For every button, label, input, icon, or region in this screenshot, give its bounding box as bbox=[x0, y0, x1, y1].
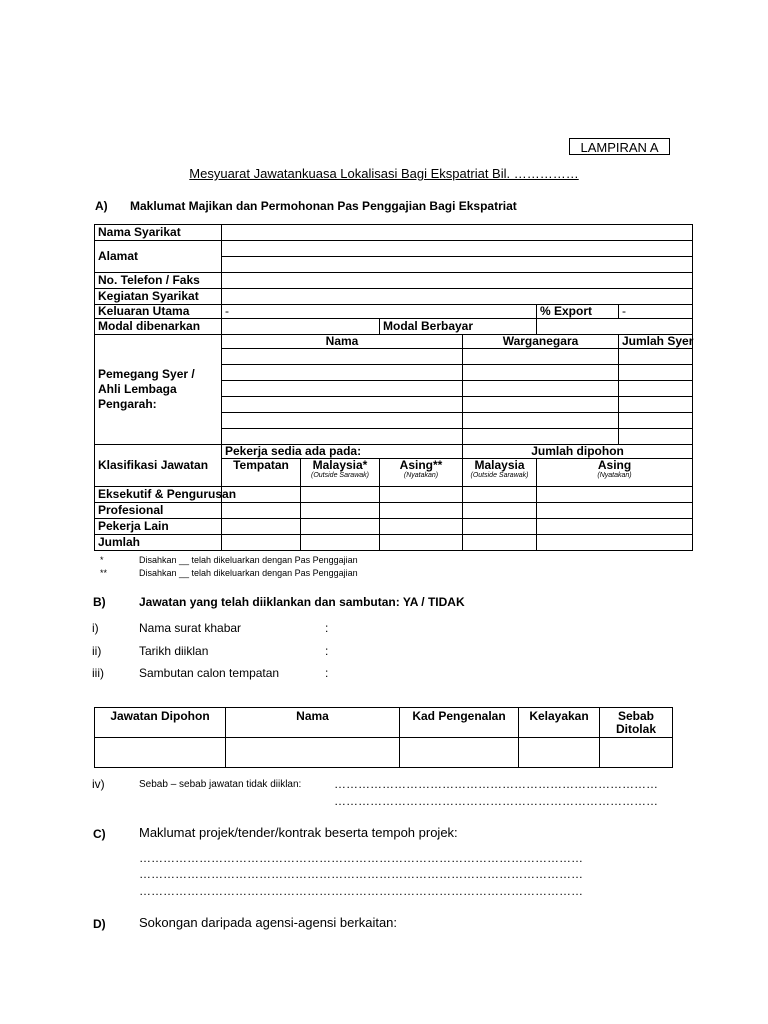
item-colon: : bbox=[325, 621, 329, 635]
applicant-cell[interactable] bbox=[519, 738, 600, 768]
pemegang-warganegara-field[interactable] bbox=[463, 381, 619, 397]
klasifikasi-row-label: Pekerja Lain bbox=[95, 519, 222, 535]
pemegang-nama-field[interactable] bbox=[222, 349, 463, 365]
document-title bbox=[0, 166, 768, 181]
alamat-label: Alamat bbox=[95, 241, 222, 273]
note-text: Disahkan __ telah dikeluarkan dengan Pas Penggajian bbox=[139, 568, 358, 578]
iv-dots-line[interactable]: ……………………………………………………………………… bbox=[334, 794, 658, 808]
asing-star-text: Asing** bbox=[399, 458, 443, 472]
klasifikasi-cell[interactable] bbox=[380, 519, 463, 535]
pemegang-nama-field[interactable] bbox=[222, 381, 463, 397]
applicant-cell[interactable] bbox=[600, 738, 673, 768]
kegiatan-field[interactable] bbox=[222, 289, 693, 305]
klasifikasi-cell[interactable] bbox=[463, 535, 537, 551]
section-c-dots-line[interactable]: ………………………………………………………………………………………………… bbox=[139, 851, 583, 865]
nyatakan-note: (Nyatakan) bbox=[403, 472, 439, 479]
klasifikasi-cell[interactable] bbox=[222, 535, 301, 551]
klasifikasi-cell[interactable] bbox=[380, 535, 463, 551]
keluaran-label: Keluaran Utama bbox=[95, 305, 222, 319]
keluaran-field[interactable]: - bbox=[222, 305, 537, 319]
section-c-heading: Maklumat projek/tender/kontrak beserta tempoh projek: bbox=[139, 825, 458, 840]
klasifikasi-cell[interactable] bbox=[301, 535, 380, 551]
item-colon: : bbox=[325, 644, 329, 658]
outside-sarawak-note: (Outside Sarawak) bbox=[311, 472, 369, 479]
klasifikasi-cell[interactable] bbox=[380, 503, 463, 519]
col-sebab-ditolak: Sebab Ditolak bbox=[600, 708, 673, 738]
alamat-field-1[interactable] bbox=[222, 241, 693, 257]
item-number: iii) bbox=[92, 666, 104, 680]
item-label: Tarikh diiklan bbox=[139, 644, 209, 658]
export-field[interactable]: - bbox=[619, 305, 693, 319]
applicant-table bbox=[94, 707, 673, 768]
note-text: Disahkan __ telah dikeluarkan dengan Pas Penggajian bbox=[139, 555, 358, 565]
klasifikasi-cell[interactable] bbox=[537, 487, 693, 503]
item-number: ii) bbox=[92, 644, 102, 658]
pemegang-syer-field[interactable] bbox=[619, 397, 693, 413]
pemegang-syer-field[interactable] bbox=[619, 365, 693, 381]
export-label: % Export bbox=[537, 305, 619, 319]
klasifikasi-cell[interactable] bbox=[537, 503, 693, 519]
item-number: i) bbox=[92, 621, 99, 635]
item-label: Sambutan calon tempatan bbox=[139, 666, 280, 680]
klasifikasi-cell[interactable] bbox=[463, 487, 537, 503]
section-d-letter: D) bbox=[93, 917, 106, 931]
alamat-field-2[interactable] bbox=[222, 257, 693, 273]
col-kelayakan: Kelayakan bbox=[519, 708, 600, 738]
pemegang-warganegara-field[interactable] bbox=[463, 429, 619, 445]
tempatan-header: Tempatan bbox=[222, 459, 301, 487]
iv-label: Sebab – sebab jawatan tidak diiklan: bbox=[139, 779, 302, 790]
klasifikasi-cell[interactable] bbox=[301, 519, 380, 535]
modal-label: Modal dibenarkan bbox=[95, 319, 222, 335]
col-kad-pengenalan: Kad Pengenalan bbox=[400, 708, 519, 738]
document-title-text: Mesyuarat Jawatankuasa Lokalisasi Bagi Ekspatriat Bil. …………… bbox=[189, 166, 579, 181]
malaysia-star-header bbox=[301, 459, 380, 487]
applicant-cell[interactable] bbox=[226, 738, 400, 768]
klasifikasi-cell[interactable] bbox=[537, 535, 693, 551]
pemegang-nama-field[interactable] bbox=[222, 429, 463, 445]
malaysia-header bbox=[463, 459, 537, 487]
section-a-letter: A) bbox=[95, 199, 108, 213]
pemegang-nama-field[interactable] bbox=[222, 413, 463, 429]
nyatakan-note: (Nyatakan) bbox=[597, 472, 632, 479]
modal-field[interactable] bbox=[222, 319, 380, 335]
pemegang-warganegara-field[interactable] bbox=[463, 365, 619, 381]
nama-syarikat-field[interactable] bbox=[222, 225, 693, 241]
klasifikasi-cell[interactable] bbox=[301, 503, 380, 519]
modal-berbayar-field[interactable] bbox=[537, 319, 693, 335]
note-mark: ** bbox=[100, 568, 108, 578]
jumlah-dipohon-header: Jumlah dipohon bbox=[463, 445, 693, 459]
item-label: Nama surat khabar bbox=[139, 621, 242, 635]
klasifikasi-row-label: Eksekutif & Pengurusan bbox=[95, 487, 222, 503]
section-d-heading: Sokongan daripada agensi-agensi berkaitan: bbox=[139, 915, 398, 930]
iv-dots-line[interactable]: ……………………………………………………………………… bbox=[334, 777, 658, 791]
klasifikasi-cell[interactable] bbox=[301, 487, 380, 503]
klasifikasi-row-label: Profesional bbox=[95, 503, 222, 519]
klasifikasi-row-label: Jumlah bbox=[95, 535, 222, 551]
lampiran-label: LAMPIRAN A bbox=[569, 138, 670, 155]
applicant-cell[interactable] bbox=[95, 738, 226, 768]
asing-star-header bbox=[380, 459, 463, 487]
pemegang-label: Pemegang Syer / Ahli Lembaga Pengarah: bbox=[95, 335, 222, 445]
applicant-cell[interactable] bbox=[400, 738, 519, 768]
pemegang-warganegara-field[interactable] bbox=[463, 413, 619, 429]
pemegang-warganegara-field[interactable] bbox=[463, 349, 619, 365]
pemegang-syer-field[interactable] bbox=[619, 413, 693, 429]
malaysia-text: Malaysia bbox=[474, 458, 525, 472]
col-jumlah-syer: Jumlah Syer bbox=[619, 335, 693, 349]
item-number: iv) bbox=[92, 777, 105, 791]
section-b-letter: B) bbox=[93, 595, 106, 609]
klasifikasi-cell[interactable] bbox=[380, 487, 463, 503]
pemegang-syer-field[interactable] bbox=[619, 349, 693, 365]
section-c-letter: C) bbox=[93, 827, 106, 841]
klasifikasi-cell[interactable] bbox=[222, 519, 301, 535]
pemegang-nama-field[interactable] bbox=[222, 397, 463, 413]
col-jawatan-dipohon: Jawatan Dipohon bbox=[95, 708, 226, 738]
section-c-dots-line[interactable]: ………………………………………………………………………………………………… bbox=[139, 884, 583, 898]
malaysia-star-text: Malaysia* bbox=[312, 458, 368, 472]
asing-text: Asing bbox=[597, 458, 632, 472]
klasifikasi-cell[interactable] bbox=[537, 519, 693, 535]
section-a-heading: Maklumat Majikan dan Permohonan Pas Penggajian Bagi Ekspatriat bbox=[130, 199, 517, 213]
klasifikasi-label: Klasifikasi Jawatan bbox=[95, 445, 222, 487]
outside-sarawak-note: (Outside Sarawak) bbox=[470, 472, 529, 479]
employer-info-table bbox=[94, 224, 693, 551]
asing-header bbox=[537, 459, 693, 487]
pemegang-syer-field[interactable] bbox=[619, 429, 693, 445]
telefon-field[interactable] bbox=[222, 273, 693, 289]
klasifikasi-cell[interactable] bbox=[463, 503, 537, 519]
pekerja-sedia-header: Pekerja sedia ada pada: bbox=[222, 445, 463, 459]
nama-syarikat-label: Nama Syarikat bbox=[95, 225, 222, 241]
pemegang-syer-field[interactable] bbox=[619, 381, 693, 397]
col-nama: Nama bbox=[226, 708, 400, 738]
col-nama: Nama bbox=[222, 335, 463, 349]
item-colon: : bbox=[325, 666, 329, 680]
pemegang-warganegara-field[interactable] bbox=[463, 397, 619, 413]
section-b-heading: Jawatan yang telah diiklankan dan sambutan: YA / TIDAK bbox=[139, 595, 465, 609]
note-mark: * bbox=[100, 555, 104, 565]
klasifikasi-cell[interactable] bbox=[222, 503, 301, 519]
col-warganegara: Warganegara bbox=[463, 335, 619, 349]
telefon-label: No. Telefon / Faks bbox=[95, 273, 222, 289]
pemegang-nama-field[interactable] bbox=[222, 365, 463, 381]
modal-berbayar-label: Modal Berbayar bbox=[380, 319, 537, 335]
klasifikasi-cell[interactable] bbox=[463, 519, 537, 535]
section-c-dots-line[interactable]: ………………………………………………………………………………………………… bbox=[139, 867, 583, 881]
kegiatan-label: Kegiatan Syarikat bbox=[95, 289, 222, 305]
